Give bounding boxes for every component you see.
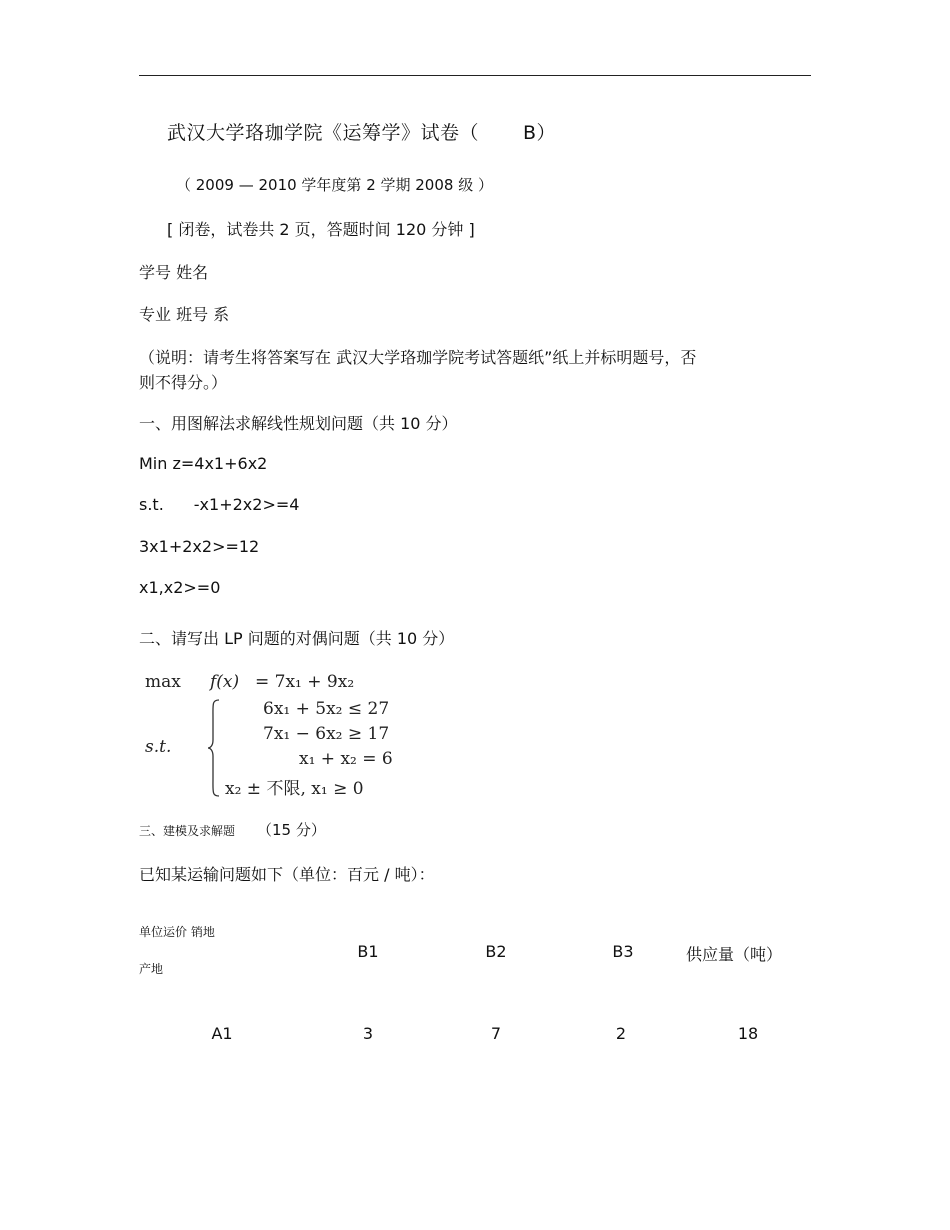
q3-intro: 已知某运输问题如下（单位：百元 / 吨）：	[139, 865, 435, 884]
student-info-line1: 学号 姓名	[139, 263, 209, 282]
formula-st: s.t.	[145, 737, 172, 757]
table-corner-top: 单位运价 销地	[139, 925, 215, 939]
q1-c1: -x1+2x2>=4	[193, 495, 300, 514]
q1-st-label: s.t.	[139, 495, 164, 514]
q3-heading-line	[139, 819, 326, 840]
formula-fx: f(x)	[210, 672, 240, 692]
table-header-b2: B2	[485, 942, 507, 961]
exam-title-text: 武汉大学珞珈学院《运筹学》试卷（	[167, 122, 480, 144]
exam-note: [ 闭卷，试卷共 2 页，答题时间 120 分钟 ]	[167, 220, 475, 239]
exam-title	[167, 118, 556, 145]
table-header-b3: B3	[612, 942, 634, 961]
formula-row-1: 6x₁ + 5x₂ ≤ 27	[263, 699, 390, 719]
q1-constraint-1	[139, 495, 299, 514]
table-cell: 3	[362, 1024, 374, 1043]
instruction-line1: （说明：请考生将答案写在 武汉大学珞珈学院考试答题纸”纸上并标明题号，否	[139, 348, 697, 367]
table-header-supply: 供应量（吨）	[685, 945, 782, 964]
header-rule	[139, 75, 811, 76]
formula-row-2: 7x₁ − 6x₂ ≥ 17	[263, 724, 390, 744]
formula-brace	[206, 698, 222, 802]
table-cell: 18	[737, 1024, 759, 1043]
table-header-b1: B1	[357, 942, 379, 961]
q3-points: （15 分）	[257, 821, 326, 839]
formula-row-4: x₂ ± 不限, x₁ ≥ 0	[225, 779, 364, 799]
exam-variant: B）	[523, 122, 557, 144]
formula-objective: = 7x₁ + 9x₂	[255, 672, 355, 692]
q1-heading: 一、用图解法求解线性规划问题（共 10 分）	[139, 414, 458, 433]
table-row-origin: A1	[211, 1024, 233, 1043]
q1-constraint-3: x1,x2>=0	[139, 578, 221, 597]
student-info-line2: 专业 班号 系	[139, 305, 230, 324]
table-cell: 2	[615, 1024, 627, 1043]
formula-row-3: x₁ + x₂ = 6	[299, 749, 393, 769]
formula-max: max	[145, 672, 181, 692]
exam-subtitle: （ 2009 — 2010 学年度第 2 学期 2008 级 ）	[176, 176, 493, 194]
q1-objective: Min z=4x1+6x2	[139, 454, 268, 473]
q1-constraint-2: 3x1+2x2>=12	[139, 537, 260, 556]
table-corner-bottom: 产地	[139, 962, 164, 976]
instruction-line2: 则不得分。）	[139, 373, 228, 392]
table-cell: 7	[490, 1024, 502, 1043]
q3-heading: 三、建模及求解题	[139, 824, 236, 838]
q2-heading: 二、请写出 LP 问题的对偶问题（共 10 分）	[139, 629, 455, 648]
